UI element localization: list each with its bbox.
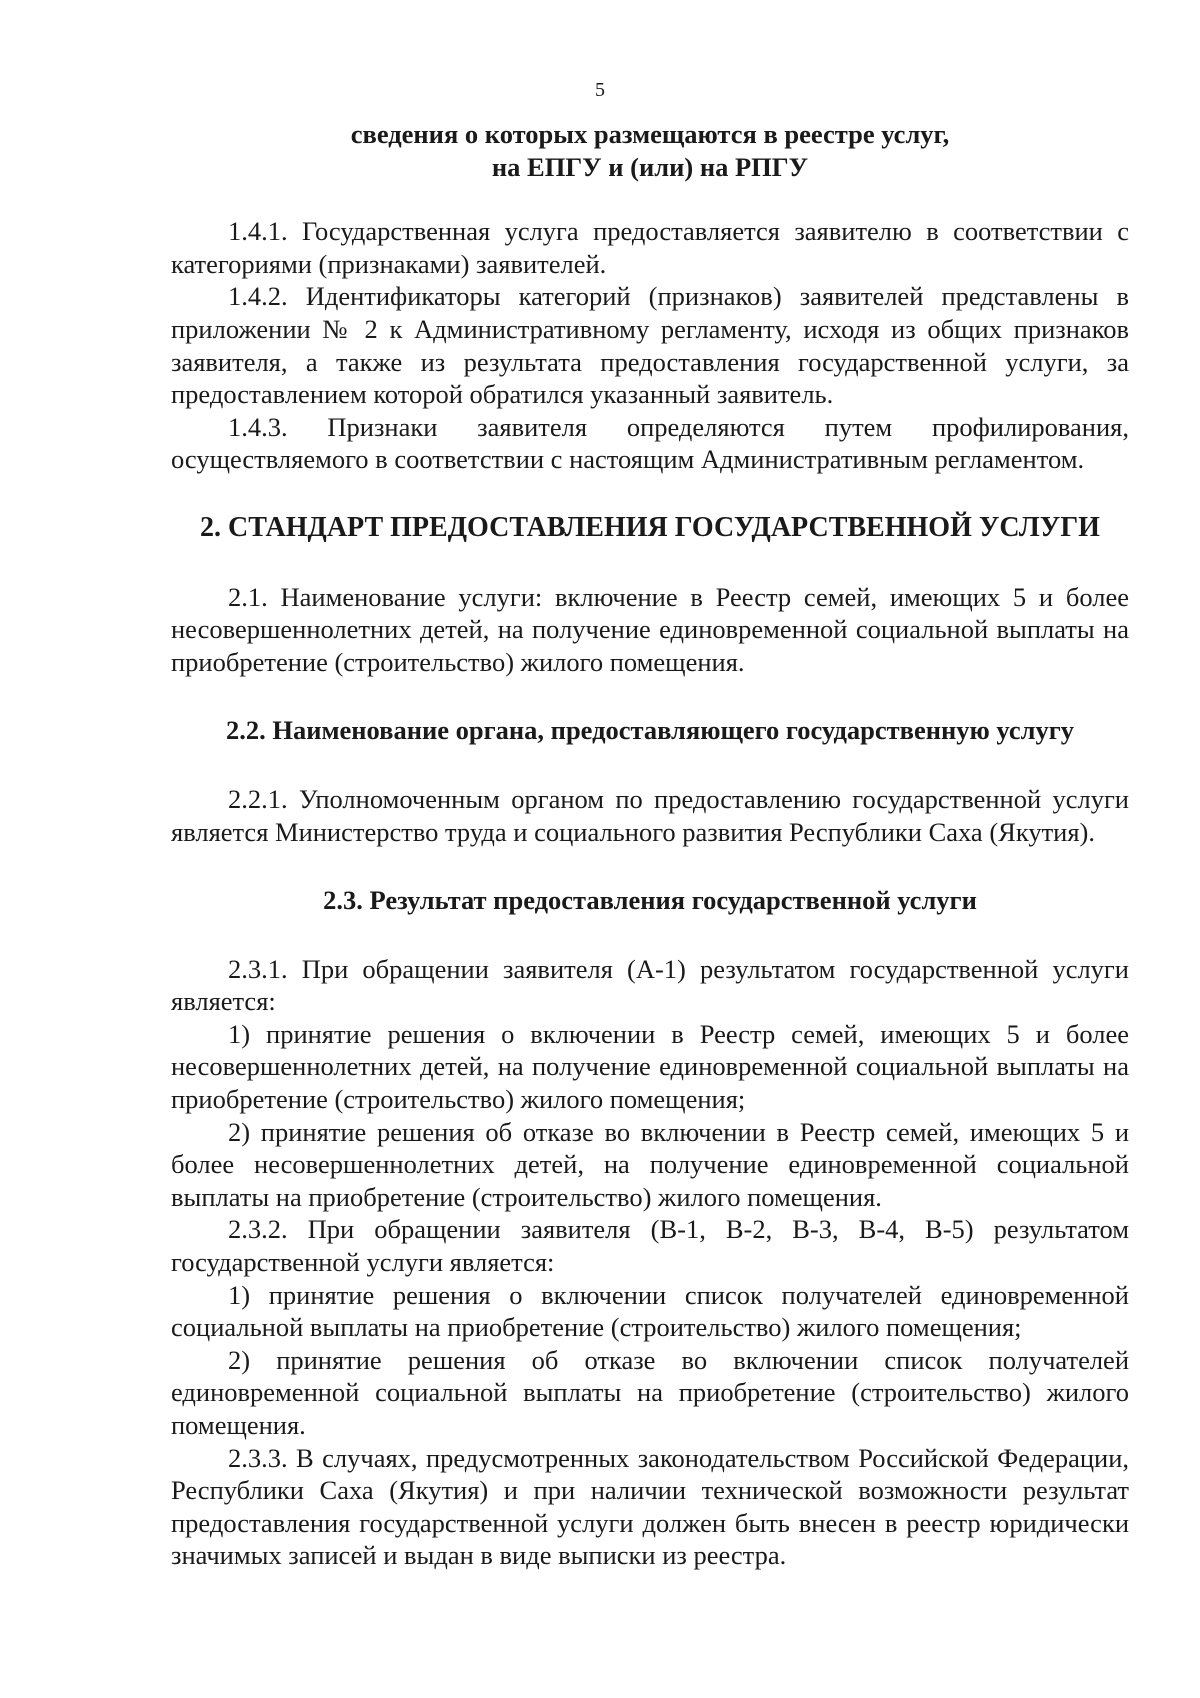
paragraph-2-3-2-item-1: 1) принятие решения о включении список получателей единовременной социальной выплаты на приобретение (строительство) жилого помещения; xyxy=(171,1279,1129,1343)
document-body xyxy=(171,118,1129,1572)
subsection-2-2-title: 2.2. Наименование органа, предоставляющего государственную услугу xyxy=(225,715,1075,746)
paragraph-2-3-3: 2.3.3. В случаях, предусмотренных законодательством Российской Федерации, Республики Саха (Якутия) и при наличии технической возможности результат предоставления государственной услуги должен быть внесен в реестр юридически значимых записей и выдан в виде выписки из реестра. xyxy=(171,1442,1129,1571)
paragraph-1-4-2: 1.4.2. Идентификаторы категорий (признаков) заявителей представлены в приложении № 2 к Административному регламенту, исходя из общих признаков заявителя, а также из результата предоставления государственной услуги, за предоставлением которой обратился указанный заявитель. xyxy=(171,281,1129,410)
paragraph-2-1: 2.1. Наименование услуги: включение в Реестр семей, имеющих 5 и более несовершеннолетних детей, на получение единовременной социальной выплаты на приобретение (строительство) жилого помещения. xyxy=(171,581,1129,677)
section-2-title: 2. СТАНДАРТ ПРЕДОСТАВЛЕНИЯ ГОСУДАРСТВЕННОЙ УСЛУГИ xyxy=(200,511,1100,543)
paragraph-2-3-2: 2.3.2. При обращении заявителя (В-1, В-2, В-3, В-4, В-5) результатом государственной услуги является: xyxy=(171,1214,1129,1278)
paragraph-2-3-1: 2.3.1. При обращении заявителя (А-1) результатом государственной услуги является: xyxy=(171,953,1129,1017)
paragraph-2-3-2-item-2: 2) принятие решения об отказе во включении список получателей единовременной социальной выплаты на приобретение (строительство) жилого помещения. xyxy=(171,1344,1129,1440)
paragraph-2-3-1-item-2: 2) принятие решения об отказе во включении в Реестр семей, имеющих 5 и более несовершеннолетних детей, на получение единовременной социальной выплаты на приобретение (строительство) жилого помещения. xyxy=(171,1116,1129,1212)
paragraph-1-4-3: 1.4.3. Признаки заявителя определяются путем профилирования, осуществляемого в соответствии с настоящим Административным регламентом. xyxy=(171,411,1129,475)
subsection-2-3-title: 2.3. Результат предоставления государственной услуги xyxy=(323,885,977,916)
paragraph-2-3-1-item-1: 1) принятие решения о включении в Реестр семей, имеющих 5 и более несовершеннолетних детей, на получение единовременной социальной выплаты на приобретение (строительство) жилого помещения; xyxy=(171,1018,1129,1115)
paragraph-1-4-1: 1.4.1. Государственная услуга предоставляется заявителю в соответствии с категориями (признаками) заявителей. xyxy=(171,216,1129,279)
heading-continuation-line-2: на ЕПГУ и (или) на РПГУ xyxy=(491,151,809,182)
page-number: 5 xyxy=(595,79,605,101)
paragraph-2-2-1: 2.2.1. Уполномоченным органом по предоставлению государственной услуги является Министерство труда и социального развития Республики Саха (Якутия). xyxy=(171,783,1129,847)
heading-continuation-line-1: сведения о которых размещаются в реестре услуг, xyxy=(350,119,950,149)
